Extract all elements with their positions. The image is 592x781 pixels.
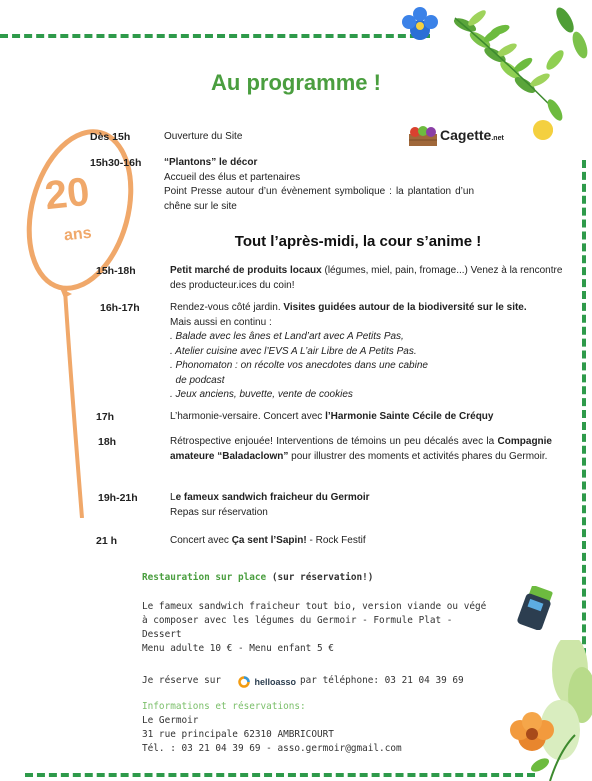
planting-title: “Plantons” le décor bbox=[164, 157, 258, 168]
phone-reservation: par téléphone: 03 21 04 39 69 bbox=[300, 675, 464, 686]
schedule-text-opening: Ouverture du Site bbox=[164, 131, 243, 142]
info-block bbox=[142, 714, 402, 756]
schedule-text-market bbox=[170, 264, 570, 293]
page-title: Au programme ! bbox=[211, 70, 381, 95]
helloasso-label: helloasso bbox=[254, 676, 296, 687]
balloon-word: ans bbox=[63, 224, 93, 245]
schedule-time-garden: 16h-17h bbox=[100, 302, 140, 314]
activity-item: . Jeux anciens, buvette, vente de cookies bbox=[170, 389, 353, 400]
schedule-time-market: 15h-18h bbox=[96, 265, 136, 277]
activity-item: de podcast bbox=[170, 374, 225, 386]
garden-sub: Mais aussi en continu : bbox=[170, 316, 272, 328]
schedule-time-sandwich: 19h-21h bbox=[98, 492, 138, 504]
schedule-time-concert: 17h bbox=[96, 411, 115, 423]
planting-line-1: Accueil des élus et partenaires bbox=[164, 171, 301, 183]
restauration-line: Menu adulte 10 € - Menu enfant 5 € bbox=[142, 643, 334, 654]
market-rest: (légumes, miel, pain, fromage...) Venez à la rencontre des producteur.ices du coin! bbox=[170, 265, 563, 291]
restauration-heading bbox=[142, 571, 373, 585]
leaves-flower-decoration-bottom bbox=[500, 640, 592, 781]
afternoon-headline: Tout l’après-midi, la cour s’anime ! bbox=[234, 233, 482, 250]
restauration-title: Restauration sur place bbox=[142, 572, 267, 583]
rock-rest: - Rock Festif bbox=[306, 535, 366, 546]
restauration-body bbox=[142, 600, 512, 656]
schedule-time-planting: 15h30-16h bbox=[90, 157, 142, 169]
info-heading: Informations et réservations: bbox=[142, 701, 306, 712]
schedule-text-retrospective bbox=[170, 435, 552, 464]
garden-bold: Visites guidées autour de la biodiversité sur le site. bbox=[283, 302, 527, 313]
schedule-block-sandwich bbox=[170, 491, 570, 520]
yellow-flower-icon bbox=[532, 118, 556, 142]
reserve-label: Je réserve sur bbox=[142, 675, 222, 686]
rock-intro: Concert avec bbox=[170, 535, 232, 546]
garden-intro: Rendez-vous côté jardin. bbox=[170, 302, 284, 313]
activity-item: . Balade avec les ânes et Land’art avec A Petits Pas, bbox=[170, 331, 404, 342]
market-bold: Petit marché de produits locaux bbox=[170, 265, 322, 276]
planting-line-2: Point Presse autour d’un évènement symbolique : la plantation d’un chêne sur le site bbox=[164, 186, 474, 212]
schedule-time-rock: 21 h bbox=[96, 535, 118, 547]
dashed-border-top bbox=[0, 34, 430, 38]
vegetable-crate-icon bbox=[407, 124, 439, 148]
activity-item: . Phonomaton : on récolte vos anecdotes dans une cabine bbox=[170, 360, 428, 371]
helloasso-link[interactable] bbox=[238, 673, 296, 691]
schedule-time-retrospective: 18h bbox=[98, 436, 117, 448]
schedule-text-concert bbox=[170, 410, 580, 425]
concert-intro: L’harmonie-versaire. Concert avec bbox=[170, 411, 326, 422]
sandwich-bold: e fameux sandwich fraicheur du Germoir bbox=[175, 492, 370, 503]
activity-item: . Atelier cuisine avec l’EVS A L’air Libre de A Petits Pas. bbox=[170, 345, 417, 357]
helloasso-icon bbox=[238, 676, 250, 688]
schedule-text-rock bbox=[170, 534, 570, 549]
schedule-time-opening: Dès 15h bbox=[90, 131, 131, 143]
sandwich-prefix: L bbox=[170, 492, 176, 503]
restauration-note: (sur réservation!) bbox=[266, 572, 374, 583]
card-terminal-icon bbox=[515, 586, 565, 630]
rock-bold: Ça sent l’Sapin! bbox=[231, 535, 307, 546]
retro-bold: Compagnie amateure “Baladaclown” bbox=[170, 436, 552, 462]
restauration-line: Dessert bbox=[142, 629, 182, 640]
cagette-logo: Cagette.net bbox=[440, 127, 504, 143]
schedule-block-planting bbox=[164, 156, 474, 214]
retro-rest: pour illustrer des moments et activités phares du Germoir. bbox=[288, 450, 548, 462]
sandwich-sub: Repas sur réservation bbox=[170, 506, 268, 518]
info-line: Le Germoir bbox=[142, 715, 199, 726]
info-line: Tél. : 03 21 04 39 69 - asso.germoir@gmail.com bbox=[142, 743, 402, 754]
restauration-line: Le fameux sandwich fraicheur tout bio, version viande ou végé bbox=[142, 601, 487, 612]
restauration-line: à composer avec les légumes du Germoir - Formule Plat - bbox=[142, 615, 453, 626]
info-line: 31 rue principale 62310 AMBRICOURT bbox=[142, 729, 334, 740]
schedule-block-garden bbox=[170, 301, 580, 403]
retro-intro: Rétrospective enjouée! Interventions de témoins un peu décalés avec la bbox=[170, 436, 498, 447]
concert-bold: l’Harmonie Sainte Cécile de Créquy bbox=[325, 411, 494, 422]
balloon-number: 20 bbox=[42, 169, 92, 219]
dashed-border-bottom bbox=[25, 773, 535, 777]
